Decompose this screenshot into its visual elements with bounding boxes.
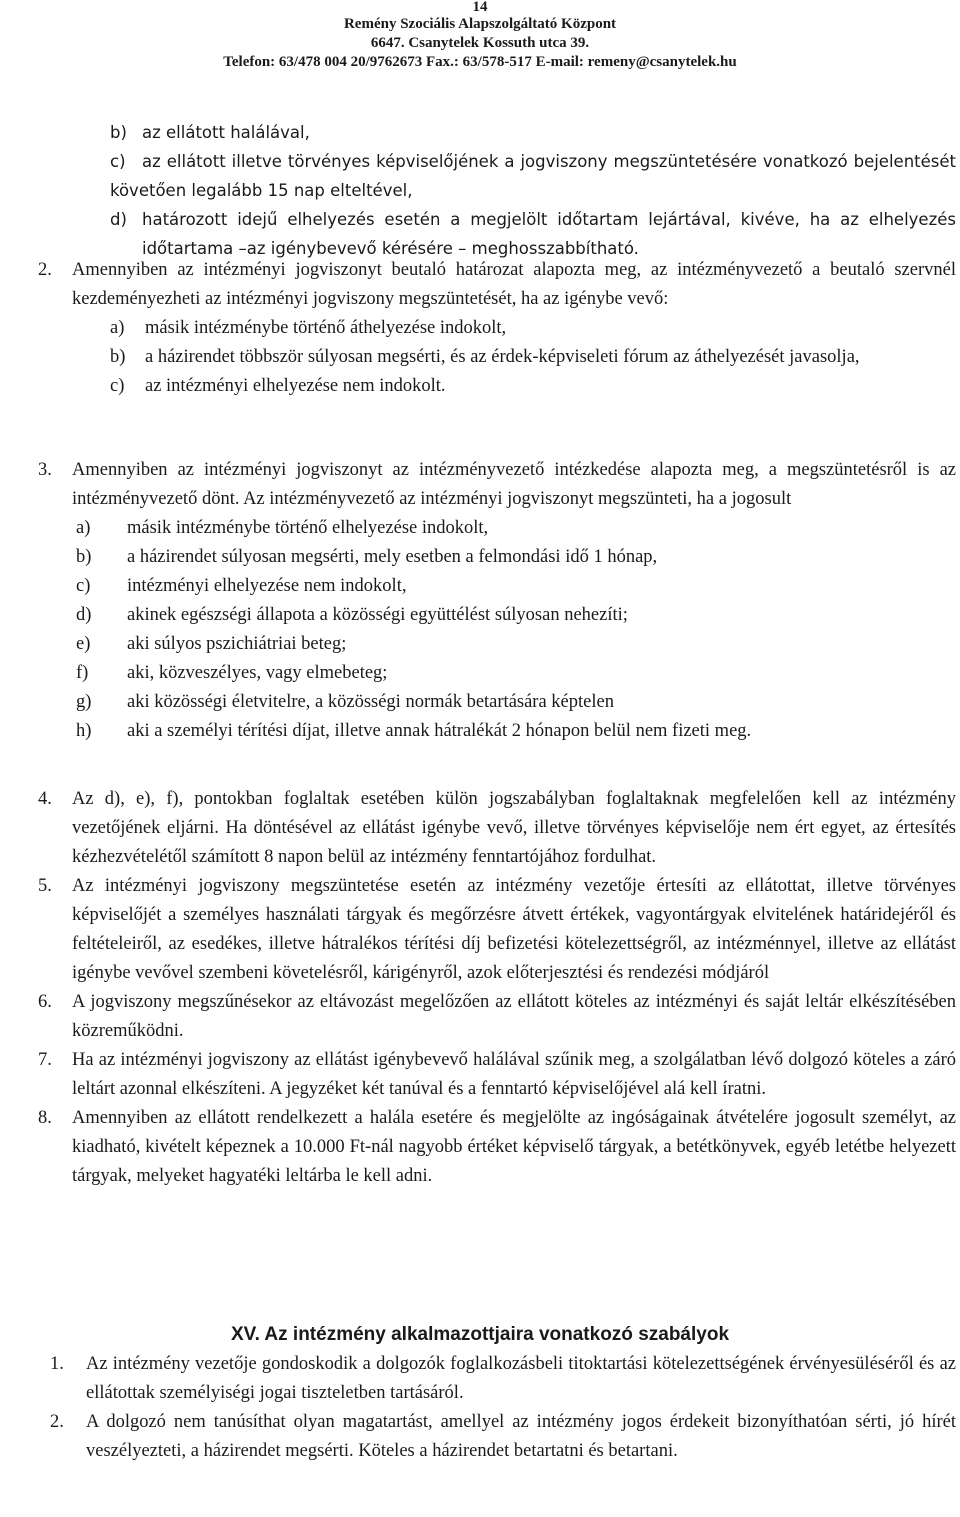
list-item: [110, 147, 956, 205]
item-text: A jogviszony megszűnésekor az eltávozást megelőzően az ellátott köteles az intézményi és saját leltár elkészítésében közreműködni.: [72, 992, 956, 1041]
list-item-text: aki közösségi életvitelre, a közösségi normák betartására képtelen: [127, 692, 614, 712]
list-marker: a): [76, 518, 91, 538]
list-marker: c): [110, 152, 126, 171]
item-3-subitems: [38, 514, 956, 746]
list-item: [110, 372, 956, 401]
list-item-text: az ellátott illetve törvényes képviselőjének a jogviszony megszüntetésére vonatkozó bejelentését követően legalább 15 nap elteltével,: [110, 152, 956, 200]
list-item: [76, 659, 956, 688]
item-2-subitems: [38, 314, 956, 401]
list-item-text: másik intézménybe történő elhelyezése indokolt,: [127, 518, 489, 538]
numbered-paragraph: [50, 1408, 956, 1466]
list-marker: b): [110, 123, 127, 142]
list-item: [76, 543, 956, 572]
numbered-paragraph: [38, 988, 956, 1046]
item-number: 2.: [50, 1412, 64, 1432]
numbered-paragraph: [38, 785, 956, 872]
list-item: [110, 118, 956, 147]
list-item-text: a házirendet súlyosan megsérti, mely esetben a felmondási idő 1 hónap,: [127, 547, 658, 567]
list-item-text: aki súlyos pszichiátriai beteg;: [127, 634, 347, 654]
item-number: 7.: [38, 1050, 52, 1070]
list-marker: e): [76, 634, 91, 654]
item-number: 4.: [38, 789, 52, 809]
organization-address: 6647. Csanytelek Kossuth utca 39.: [370, 35, 590, 51]
list-item: [110, 343, 956, 372]
list-marker: c): [110, 376, 125, 396]
item-text: Ha az intézményi jogviszony az ellátást igénybevevő halálával szűnik meg, a szolgálatban lévő dolgozó köteles a záró leltárt azonnal elkészíteni. A jegyzéket két tanúval és a fenntartó képviselőjével alá kell íratni.: [72, 1050, 956, 1099]
list-item: [110, 205, 956, 263]
list-item: [76, 514, 956, 543]
item-number: 1.: [50, 1354, 64, 1374]
list-marker: h): [76, 721, 92, 741]
numbered-paragraph: [50, 1350, 956, 1408]
item-number: 5.: [38, 876, 52, 896]
list-marker: b): [76, 547, 92, 567]
list-item: [76, 601, 956, 630]
item-number: 6.: [38, 992, 52, 1012]
list-item-text: az ellátott halálával,: [142, 123, 310, 142]
list-item: [76, 717, 956, 746]
list-marker: c): [76, 576, 91, 596]
list-item: [76, 630, 956, 659]
list-item-text: a házirendet többször súlyosan megsérti, és az érdek-képviseleti fórum az áthelyezését javasolja,: [145, 347, 860, 367]
list-item-text: aki, közveszélyes, vagy elmebeteg;: [127, 663, 388, 683]
termination-conditions-list: [110, 118, 956, 263]
item-text: Az intézmény vezetője gondoskodik a dolgozók foglalkozásbeli titoktartási kötelezettségének érvényesüléséről és az ellátottak személyiségi jogai tiszteletben tartásáról.: [86, 1354, 956, 1403]
numbered-paragraph: [38, 456, 956, 514]
list-item-text: határozott idejű elhelyezés esetén a megjelölt időtartam lejártával, kivéve, ha az elhelyezés időtartama –az igénybevevő kérésére – meghosszabbítható.: [142, 210, 956, 258]
item-number: 8.: [38, 1108, 52, 1128]
list-item-text: intézményi elhelyezése nem indokolt,: [127, 576, 407, 596]
list-marker: d): [76, 605, 92, 625]
numbered-paragraph: [38, 872, 956, 988]
item-number: 2.: [38, 260, 52, 280]
list-item-text: másik intézménybe történő áthelyezése indokolt,: [145, 318, 507, 338]
numbered-paragraph: [38, 256, 956, 314]
item-text: Amennyiben az ellátott rendelkezett a halála esetére és megjelölte az ingóságainak átvételére jogosult személyt, az kiadható, kivételt képeznek a 10.000 Ft-nál nagyobb értéket képviselő tárgyak, a betétkönyvek, egyéb letétbe helyezett tárgyak, melyeket hagyatéki leltárba le kell adni.: [72, 1108, 956, 1186]
item-text: Az d), e), f), pontokban foglaltak esetében külön jogszabályban foglaltaknak megfelelően kell az intézmény vezetőjének eljárni. Ha döntésével az ellátást igénybe vevő, illetve törvényes képviselője nem ért egyet, az értesítés kézhezvételétől számított 8 napon belül az intézmény fenntartójához fordulhat.: [72, 789, 956, 867]
list-item: [76, 688, 956, 717]
page-number: 14: [472, 0, 488, 15]
items-4-8: [38, 785, 956, 1191]
list-marker: g): [76, 692, 92, 712]
organization-contacts: Telefon: 63/478 004 20/9762673 Fax.: 63/578-517 E-mail: remeny@csanytelek.hu: [223, 54, 737, 70]
item-number: 3.: [38, 460, 52, 480]
item-text: Az intézményi jogviszony megszüntetése esetén az intézmény vezetője értesíti az ellátottat, illetve törvényes képviselőjét a személyes használati tárgyak és megőrzésre átvett értékek, vagyontárgyak elvitelének határidejéről és feltételeiről, az esedékes, illetve hátralékos térítési díj befizetési kötelezettségről, az intézménnyel, illetve az ellátást igénybe vevővel szembeni követelésről, kárigényről, azok előterjesztési és rendezési módjáról: [72, 876, 956, 983]
numbered-paragraph: [38, 1104, 956, 1191]
numbered-paragraph: [38, 1046, 956, 1104]
section-xv-items: [50, 1350, 956, 1466]
item-2: [38, 256, 956, 401]
list-marker: d): [110, 210, 127, 229]
item-text: A dolgozó nem tanúsíthat olyan magatartást, amellyel az intézmény jogos érdekeit bizonyíthatóan sérti, jó hírét veszélyezteti, a házirendet megsérti. Köteles a házirendet betartatni és betartani.: [86, 1412, 956, 1461]
organization-name: Remény Szociális Alapszolgáltató Központ: [343, 16, 617, 32]
list-item-text: az intézményi elhelyezése nem indokolt.: [145, 376, 446, 396]
list-marker: a): [110, 318, 125, 338]
list-item-text: akinek egészségi állapota a közösségi együttélést súlyosan nehezíti;: [127, 605, 628, 625]
item-text: Amennyiben az intézményi jogviszonyt az intézményvezető intézkedése alapozta meg, a megszüntetésről is az intézményvezető dönt. Az intézményvezető az intézményi jogviszonyt megszünteti, ha a jogosult: [72, 460, 956, 509]
section-heading: XV. Az intézmény alkalmazottjaira vonatkozó szabályok: [230, 1324, 730, 1345]
item-text: Amennyiben az intézményi jogviszonyt beutaló határozat alapozta meg, az intézményvezető a beutaló szervnél kezdeményezheti az intézményi jogviszony megszüntetését, ha az igénybe vevő:: [72, 260, 956, 309]
list-item: [76, 572, 956, 601]
list-marker: f): [76, 663, 89, 683]
list-item-text: aki a személyi térítési díjat, illetve annak hátralékát 2 hónapon belül nem fizeti meg.: [127, 721, 752, 741]
item-3: [38, 456, 956, 746]
list-marker: b): [110, 347, 126, 367]
list-item: [110, 314, 956, 343]
